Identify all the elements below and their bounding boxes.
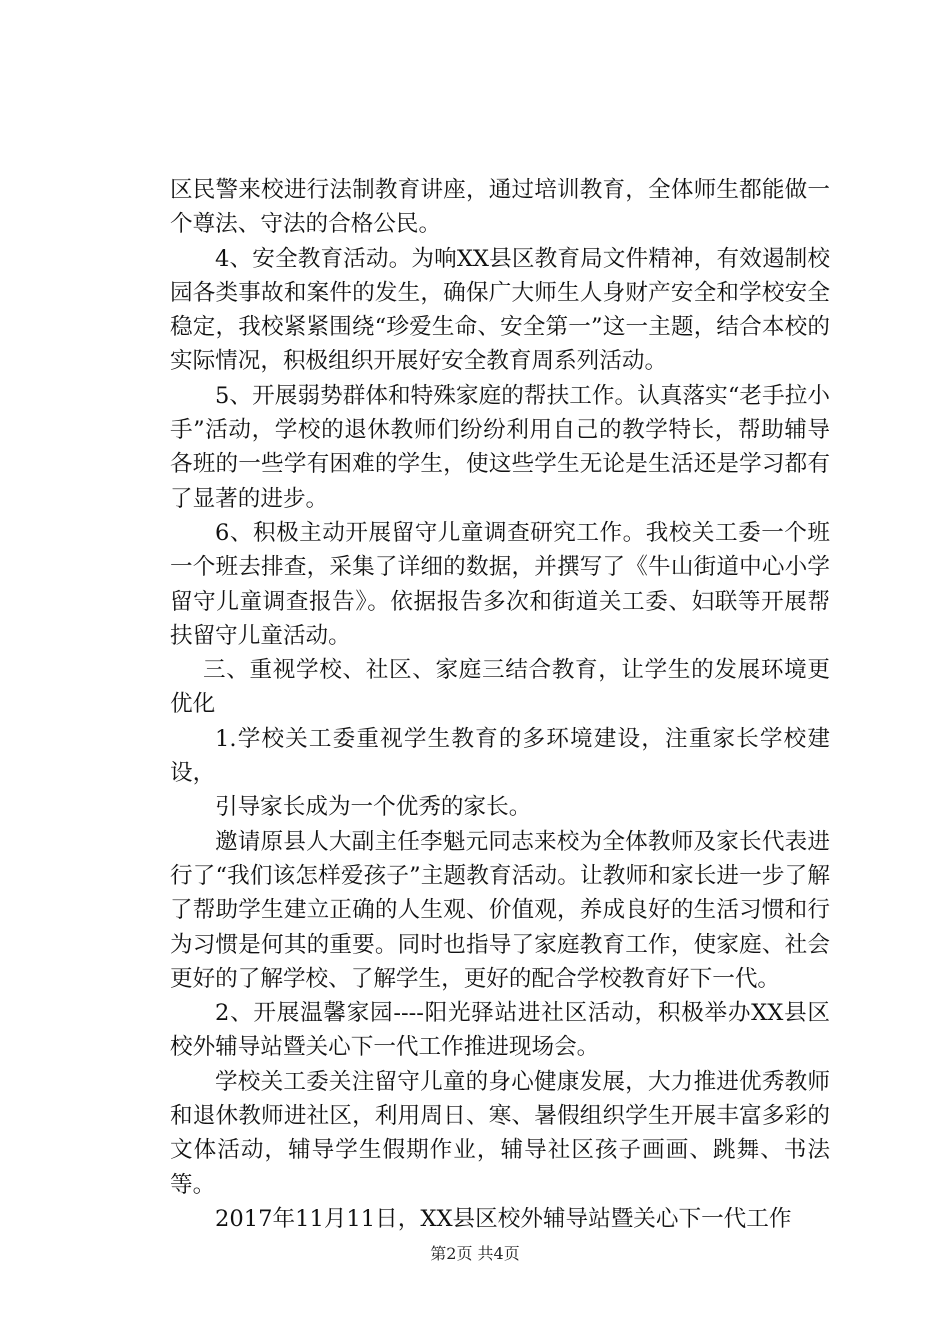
paragraph-item-4-safety-education: 4、安全教育活动。为响XX县区教育局文件精神，有效遏制校园各类事故和案件的发生，确保广大师生人身财产安全和学校安全稳定，我校紧紧围绕“珍爱生命、安全第一”这一主题，结合本校的实际情况，积极组织开展好安全教育周系列活动。 — [170, 245, 830, 375]
paragraph-invitation-lecture: 邀请原县人大副主任李魁元同志来校为全体教师及家长代表进行了“我们该怎样爱孩子”主题教育活动。让教师和家长进一步了解了帮助学生建立正确的人生观、价值观，养成良好的生活习惯和行为习惯是何其的重要。同时也指导了家庭教育工作，使家庭、社会更好的了解学校、了解学生，更好的配合学校教育好下一代。 — [170, 828, 830, 992]
paragraph-date-event: 2017年11月11日，XX县区校外辅导站暨关心下一代工作 — [215, 1205, 792, 1232]
paragraph-community-activities: 学校关工委关注留守儿童的身心健康发展，大力推进优秀教师和退休教师进社区，利用周日、寒、暑假组织学生开展丰富多彩的文体活动，辅导学生假期作业，辅导社区孩子画画、跳舞、书法等。 — [170, 1068, 830, 1198]
document-body — [170, 173, 830, 1236]
paragraph-law-lecture-continued: 区民警来校进行法制教育讲座，通过培训教育，全体师生都能做一个尊法、守法的合格公民。 — [170, 177, 830, 238]
paragraph-item-1-parent-school: 1.学校关工委重视学生教育的多环境建设，注重家长学校建设， — [170, 725, 830, 787]
page-number: 第2页 共4页 — [430, 1244, 520, 1263]
paragraph-item-2-community: 2、开展温馨家园----阳光驿站进社区活动，积极举办XX县区校外辅导站暨关心下一代工作推进现场会。 — [170, 1000, 830, 1061]
section-heading-3: 三、重视学校、社区、家庭三结合教育，让学生的发展环境更优化 — [170, 657, 830, 718]
paragraph-item-6-left-behind-children: 6、积极主动开展留守儿童调查研究工作。我校关工委一个班一个班去排查，采集了详细的数据，并撰写了《牛山街道中心小学留守儿童调查报告》。依据报告多次和街道关工委、妇联等开展帮扶留守儿童活动。 — [170, 519, 830, 649]
paragraph-item-5-assistance: 5、开展弱势群体和特殊家庭的帮扶工作。认真落实“老手拉小手”活动，学校的退休教师们纷纷利用自己的教学特长，帮助辅导各班的一些学有困难的学生，使这些学生无论是生活还是学习都有了显著的进步。 — [170, 382, 830, 512]
paragraph-guide-parents: 引导家长成为一个优秀的家长。 — [215, 794, 532, 821]
page-footer — [0, 1244, 950, 1264]
